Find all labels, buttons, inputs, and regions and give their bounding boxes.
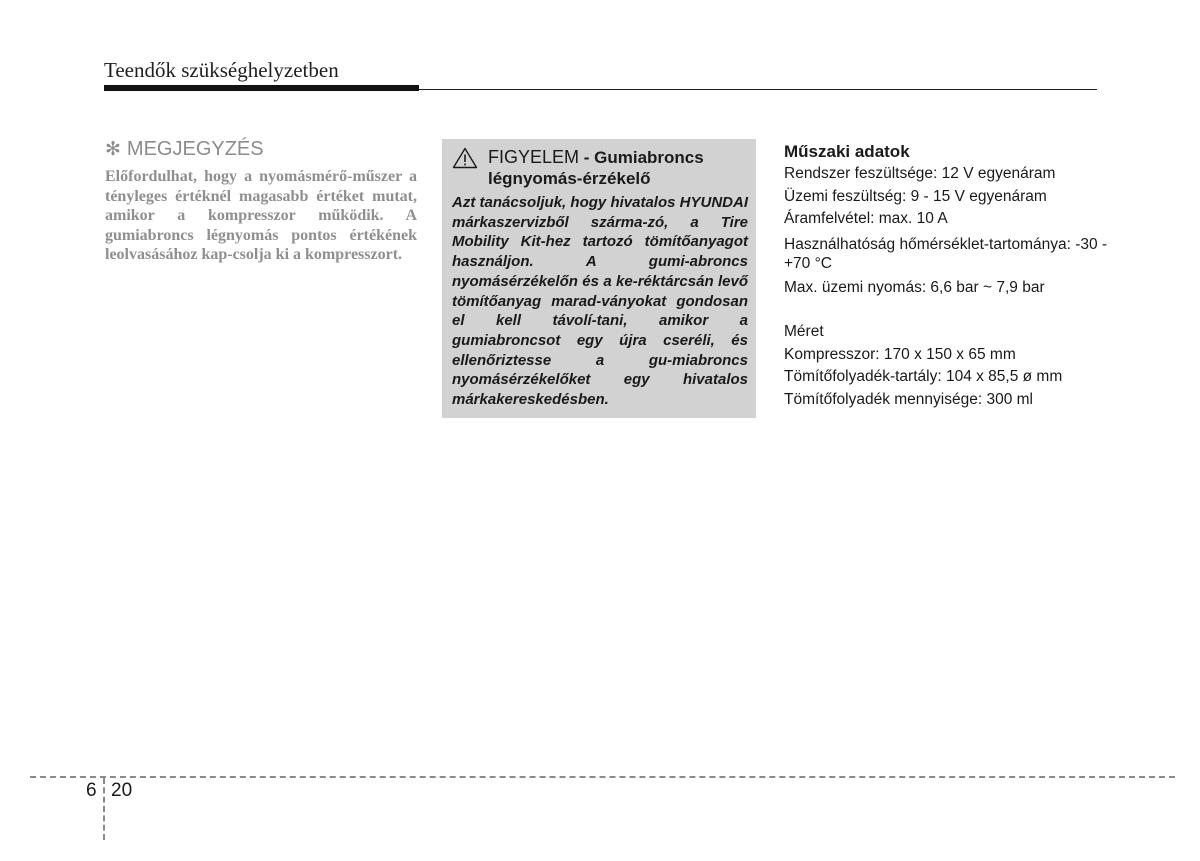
page-header-title: Teendők szükséghelyzetben — [104, 58, 339, 82]
warning-title — [488, 147, 748, 189]
warning-header — [452, 147, 748, 189]
spec-tank-size: Tömítőfolyadék-tartály: 104 x 85,5 ø mm — [784, 368, 1063, 385]
warning-title-subject: - Gumiabroncs légnyomás-érzékelő — [488, 148, 704, 188]
spec-sealant-volume: Tömítőfolyadék mennyisége: 300 ml — [784, 390, 1033, 408]
spec-spacer — [784, 299, 1114, 321]
asterisk-mark-icon: ✻ — [105, 139, 121, 160]
warning-body: Azt tanácsoljuk, hogy hivatalos HYUNDAI márkaszervizből szárma-zó, a Tire Mobility Kit-hez tartozó tömítőanyagot használjon. A gumi-abroncs nyomásérzékelőn és a ke-réktárcsán levő tömítőanyag marad-ványokat gondosan el kell távolí-tani, amikor a gumiabroncsot egy újra cseréli, és ellenőriztesse a gu-miabroncs nyomásérzékelőket egy hivatalos márkakereskedésben. — [452, 194, 748, 409]
warning-triangle-icon — [452, 147, 478, 169]
spec-compressor-size: Kompresszor: 170 x 150 x 65 mm — [784, 345, 1016, 363]
footer-dashed-divider — [103, 778, 105, 840]
note-body: Előfordulhat, hogy a nyomásmérő-műszer a tényleges értéknél magasabb értéket mutat, amikor a kompresszor működik. A gumiabroncs légnyomás pontos értékének leolvasásához kap-csolja ki a kompresszort. — [105, 168, 417, 264]
chapter-number: 6 — [86, 780, 97, 801]
warning-title-main: FIGYELEM — [488, 147, 580, 167]
footer-dashed-rule — [30, 776, 1175, 778]
specs-title: Műszaki adatok — [784, 142, 910, 161]
spec-max-pressure: Max. üzemi nyomás: 6,6 bar ~ 7,9 bar — [784, 278, 1045, 296]
note-section — [105, 138, 417, 265]
warning-box — [442, 139, 756, 418]
spec-temperature-range: Használhatóság hőmérséklet-tartománya: -30 - +70 °C — [784, 235, 1108, 272]
spec-operating-voltage: Üzemi feszültség: 9 - 15 V egyenáram — [784, 187, 1047, 205]
spec-size-heading: Méret — [784, 323, 824, 340]
technical-data-section — [784, 141, 1114, 411]
page-number: 20 — [111, 780, 133, 801]
note-heading — [105, 138, 417, 161]
note-heading-text: MEGJEGYZÉS — [126, 138, 264, 160]
header-rule-thick — [104, 85, 419, 91]
spec-current: Áramfelvétel: max. 10 A — [784, 210, 948, 227]
spec-system-voltage: Rendszer feszültsége: 12 V egyenáram — [784, 165, 1056, 182]
